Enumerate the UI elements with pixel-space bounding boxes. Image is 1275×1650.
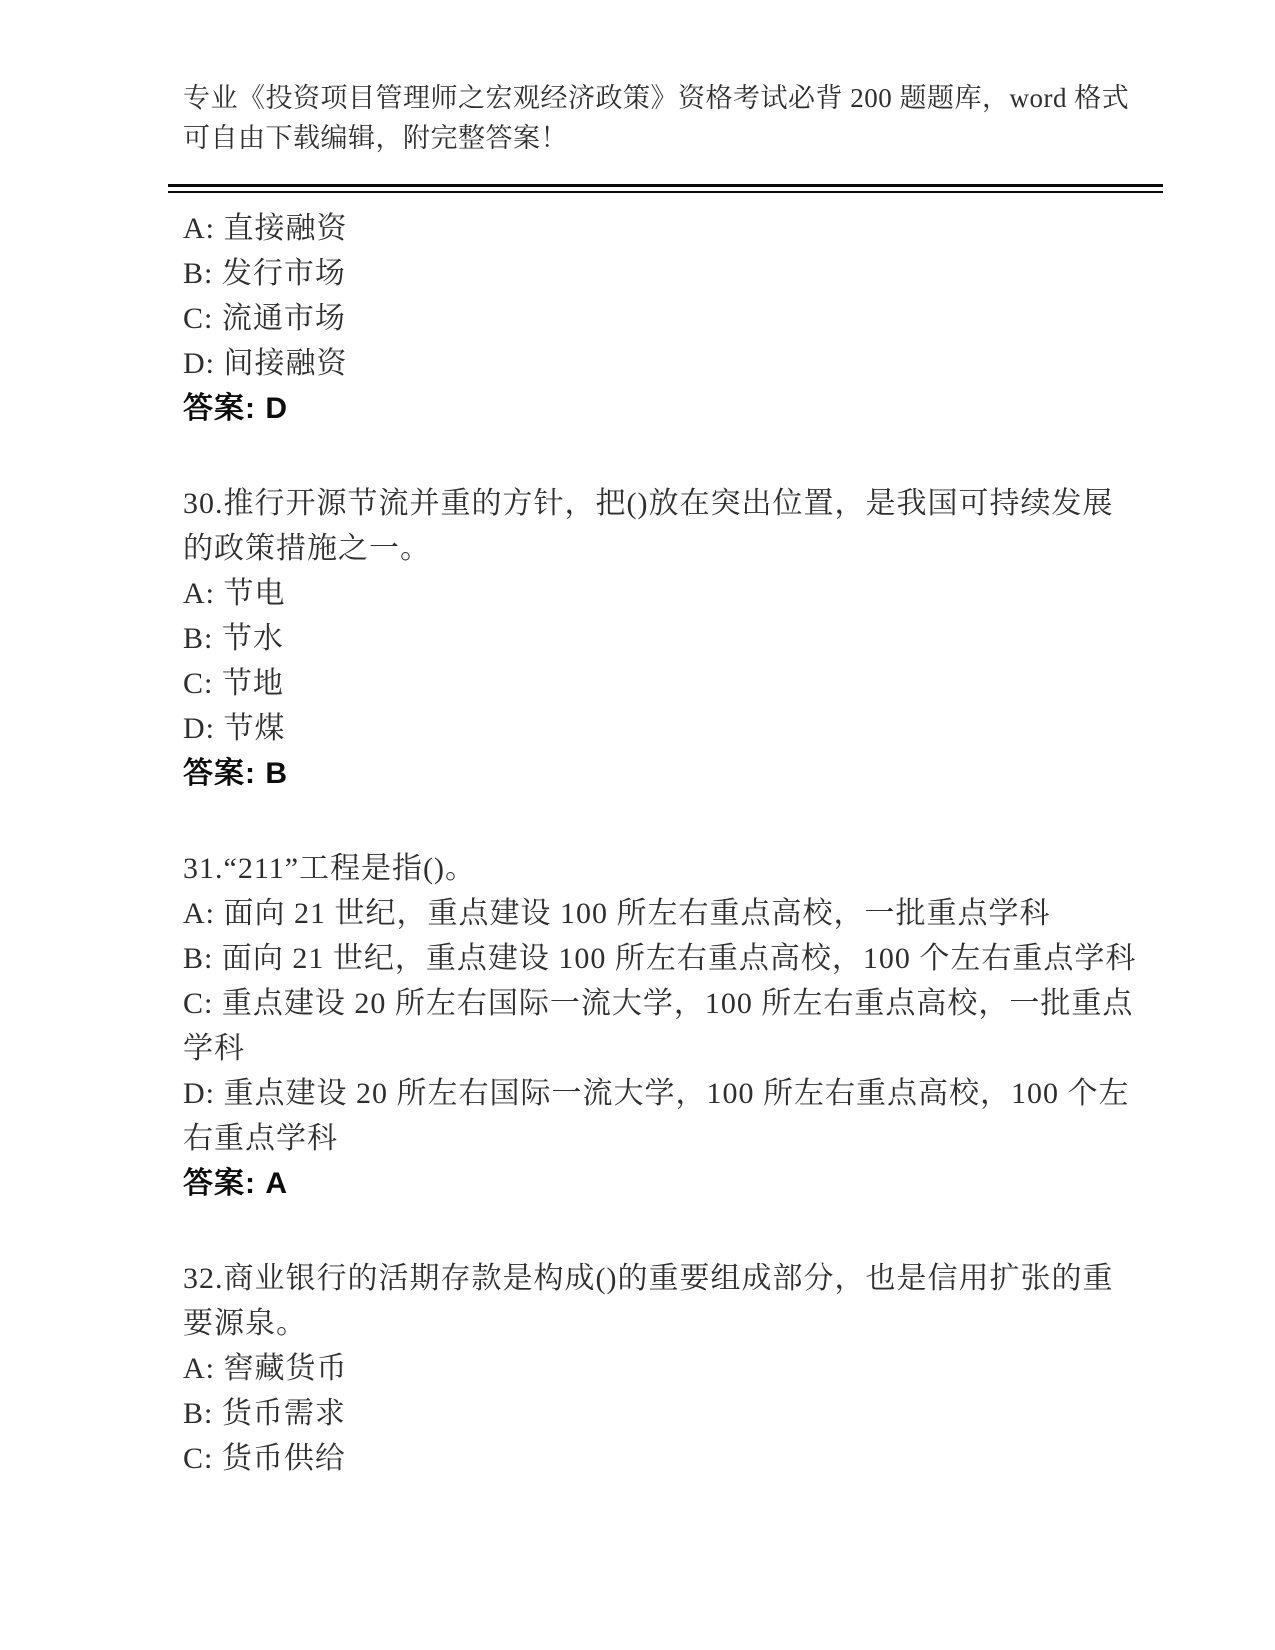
answer-line: 答案: B xyxy=(183,757,288,790)
header-divider-rule xyxy=(168,184,1163,193)
option-c: C: 货币供给 xyxy=(183,1442,346,1475)
question-stem: 30.推行开源节流并重的方针，把()放在突出位置，是我国可持续发展的政策措施之一。 xyxy=(183,487,1114,565)
option-b: B: 发行市场 xyxy=(183,257,346,290)
option-c: C: 流通市场 xyxy=(183,302,346,335)
option-c: C: 重点建设 20 所左右国际一流大学，100 所左右重点高校，一批重点学科 xyxy=(183,987,1134,1065)
question-32 xyxy=(183,1256,1143,1481)
answer-line: 答案: A xyxy=(183,1167,288,1200)
option-d: D: 间接融资 xyxy=(183,347,348,380)
option-a: A: 窖藏货币 xyxy=(183,1352,348,1385)
question-30 xyxy=(183,481,1143,796)
document-header-title: 专业《投资项目管理师之宏观经济政策》资格考试必背 200 题题库，word 格式可自由下载编辑，附完整答案！ xyxy=(183,83,1130,153)
question-29-options-continuation xyxy=(183,206,1143,431)
option-b: B: 节水 xyxy=(183,622,284,655)
question-stem: 32.商业银行的活期存款是构成()的重要组成部分，也是信用扩张的重要源泉。 xyxy=(183,1262,1114,1340)
option-d: D: 节煤 xyxy=(183,712,286,745)
option-c: C: 节地 xyxy=(183,667,284,700)
option-a: A: 直接融资 xyxy=(183,212,348,245)
question-stem: 31.“211”工程是指()。 xyxy=(183,852,476,885)
option-a: A: 面向 21 世纪，重点建设 100 所左右重点高校，一批重点学科 xyxy=(183,897,1051,930)
option-a: A: 节电 xyxy=(183,577,286,610)
option-d: D: 重点建设 20 所左右国际一流大学，100 所左右重点高校，100 个左右重点学科 xyxy=(183,1077,1130,1155)
option-b: B: 货币需求 xyxy=(183,1397,346,1430)
option-b: B: 面向 21 世纪，重点建设 100 所左右重点高校，100 个左右重点学科 xyxy=(183,942,1137,975)
answer-line: 答案: D xyxy=(183,392,288,425)
question-31 xyxy=(183,846,1143,1206)
